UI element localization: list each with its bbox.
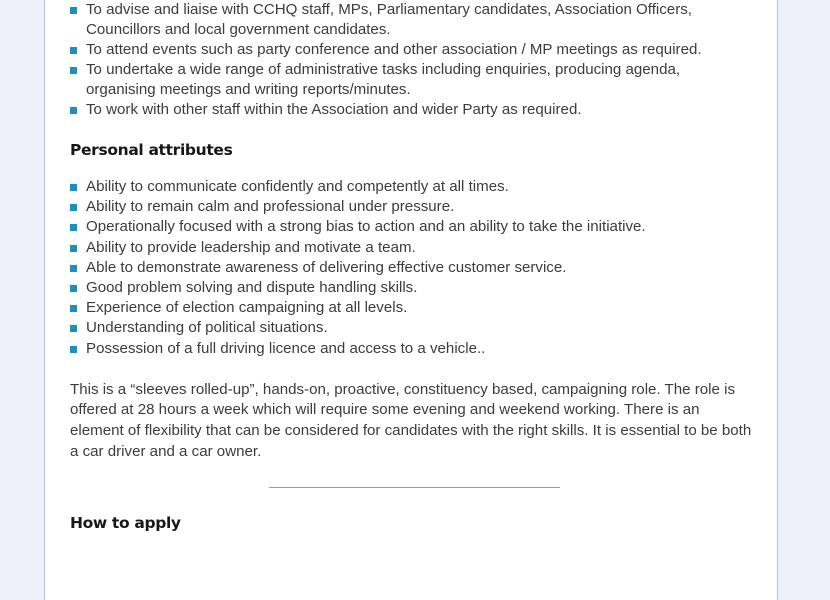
duties-bullet-list	[70, 0, 753, 120]
list-item-label: Understanding of political situations.	[86, 319, 328, 337]
list-item	[70, 100, 753, 120]
square-bullet-icon	[70, 285, 77, 292]
spacer	[70, 159, 753, 177]
list-item	[70, 217, 753, 237]
list-item-label: Possession of a full driving licence and access to a vehicle..	[86, 339, 486, 357]
list-item	[70, 177, 753, 197]
list-item-label: Operationally focused with a strong bias to action and an ability to take the initiative.	[86, 218, 646, 236]
square-bullet-icon	[70, 346, 77, 353]
list-item-label: To undertake a wide range of administrative tasks including enquiries, producing agenda, organising meetings and writing reports/minutes.	[86, 61, 681, 98]
square-bullet-icon	[70, 325, 77, 332]
section-divider	[269, 487, 560, 488]
list-item-label: Able to demonstrate awareness of delivering effective customer service.	[86, 258, 567, 276]
square-bullet-icon	[70, 305, 77, 312]
square-bullet-icon	[70, 184, 77, 191]
list-item	[70, 197, 753, 217]
list-item-label: Experience of election campaigning at all levels.	[86, 299, 408, 317]
list-item	[70, 40, 753, 60]
square-bullet-icon	[70, 107, 77, 114]
list-item	[70, 298, 753, 318]
list-item-label: To work with other staff within the Association and wider Party as required.	[86, 101, 582, 118]
list-item-label: Ability to communicate confidently and competently at all times.	[86, 178, 509, 195]
square-bullet-icon	[70, 67, 77, 74]
list-item	[70, 60, 753, 100]
list-item-label: Ability to remain calm and professional under pressure.	[86, 198, 455, 216]
document-page	[44, 0, 778, 600]
divider-row	[70, 462, 753, 514]
list-item-label: To advise and liaise with CCHQ staff, MPs, Parliamentary candidates, Association Officers, Councillors and local government candidates.	[86, 1, 692, 38]
role-summary-paragraph: This is a “sleeves rolled-up”, hands-on, proactive, constituency based, campaigning role. The role is offered at 28 hours a week which will require some evening and weekend working. There is an element of flexibility that can be considered for candidates with the right skills. It is essential to be both a car driver and a car owner.	[70, 380, 752, 460]
personal-attributes-heading: Personal attributes	[70, 141, 233, 159]
list-item-label: Ability to provide leadership and motivate a team.	[86, 238, 416, 256]
square-bullet-icon	[70, 265, 77, 272]
personal-attributes-bullet-list	[70, 177, 753, 359]
list-item-label: To attend events such as party conference and other association / MP meetings as required.	[86, 41, 702, 58]
how-to-apply-heading: How to apply	[70, 514, 181, 533]
page-content	[45, 0, 777, 532]
square-bullet-icon	[70, 224, 77, 231]
square-bullet-icon	[70, 204, 77, 211]
list-item	[70, 238, 753, 258]
square-bullet-icon	[70, 7, 77, 14]
list-item-label: Good problem solving and dispute handling skills.	[86, 279, 418, 297]
square-bullet-icon	[70, 245, 77, 252]
list-item	[70, 339, 753, 359]
square-bullet-icon	[70, 47, 77, 54]
list-item	[70, 0, 753, 40]
list-item	[70, 278, 753, 298]
list-item	[70, 318, 753, 338]
list-item	[70, 258, 753, 278]
